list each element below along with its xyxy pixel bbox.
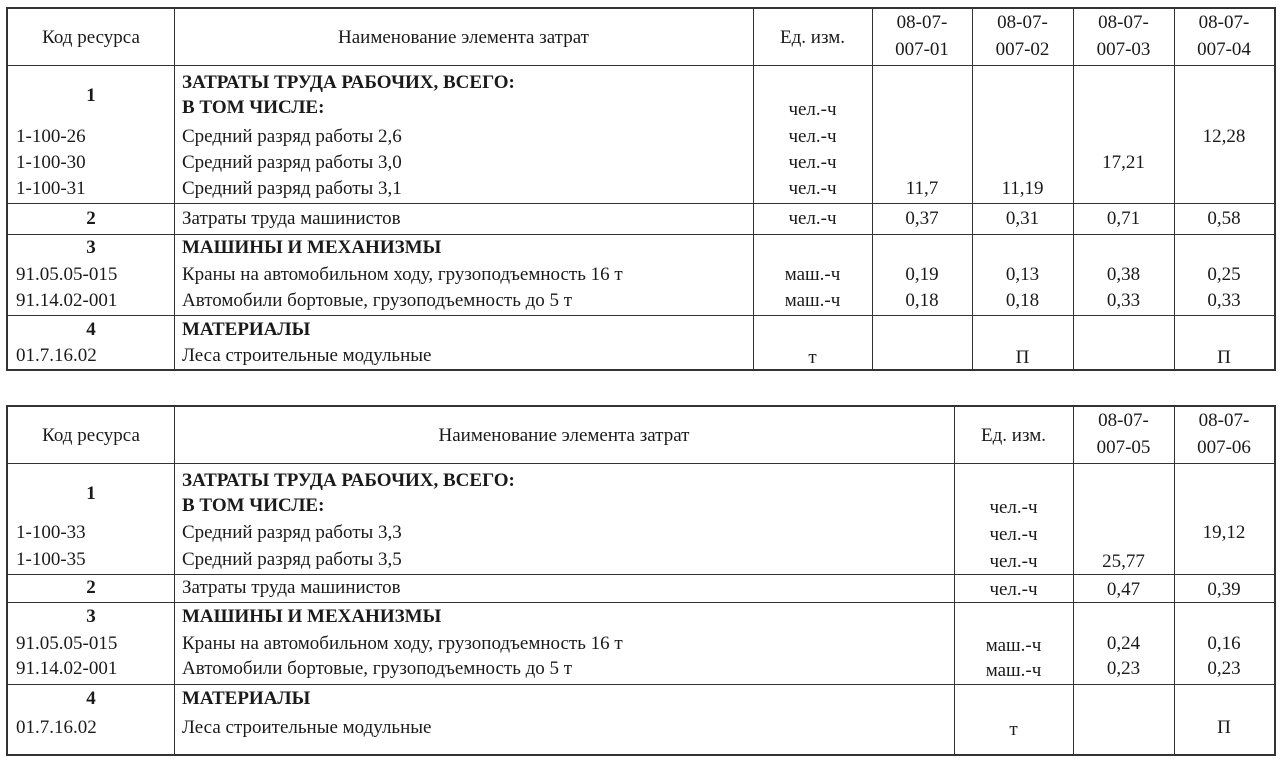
resource-code: 1-100-31 — [16, 178, 86, 199]
resource-name: Автомобили бортовые, грузоподъемность до 5 т — [182, 290, 573, 311]
value-cell: 0,47 — [1106, 579, 1141, 600]
unit-cell: чел.-ч — [788, 126, 837, 147]
header-col-5-line1: 08-07- — [1098, 410, 1149, 431]
section-number: 2 — [86, 577, 96, 598]
unit-cell: т — [808, 347, 817, 368]
unit-cell: чел.-ч — [989, 551, 1038, 572]
section-title: ЗАТРАТЫ ТРУДА РАБОЧИХ, ВСЕГО: — [182, 72, 515, 93]
value-cell: 0,24 — [1106, 633, 1141, 654]
header-col-1-line1: 08-07- — [896, 12, 948, 33]
row-divider — [8, 684, 1274, 685]
header-col-6-line2: 007-06 — [1197, 437, 1251, 458]
value-cell: П — [1217, 717, 1231, 738]
value-cell: 0,25 — [1207, 264, 1241, 285]
value-cell: 0,16 — [1207, 633, 1241, 654]
unit-cell: маш.-ч — [784, 264, 841, 285]
unit-cell: маш.-ч — [985, 660, 1042, 681]
resource-name: Средний разряд работы 3,3 — [182, 522, 402, 543]
value-cell: П — [1015, 347, 1030, 368]
resource-code: 91.14.02-001 — [16, 290, 118, 311]
unit-cell: чел.-ч — [989, 579, 1038, 600]
section-number: 2 — [86, 208, 96, 229]
unit-cell: чел.-ч — [788, 99, 837, 120]
header-unit: Ед. изм. — [780, 27, 845, 48]
value-cell: 0,18 — [1005, 290, 1040, 311]
section-title: МАТЕРИАЛЫ — [182, 688, 311, 709]
resource-table-2 — [6, 405, 1276, 756]
resource-name: Средний разряд работы 3,5 — [182, 549, 402, 570]
section-number: 3 — [86, 237, 96, 258]
value-cell: 0,58 — [1207, 208, 1241, 229]
resource-code: 91.05.05-015 — [16, 633, 118, 654]
row-divider — [8, 463, 1274, 464]
header-col-6-line1: 08-07- — [1198, 410, 1250, 431]
value-cell: 12,28 — [1202, 126, 1246, 147]
resource-code: 01.7.16.02 — [16, 345, 97, 366]
header-col-4-line1: 08-07- — [1198, 12, 1250, 33]
header-col-4-line2: 007-04 — [1197, 39, 1251, 60]
section-title: МАШИНЫ И МЕХАНИЗМЫ — [182, 237, 442, 258]
section-title: МАШИНЫ И МЕХАНИЗМЫ — [182, 606, 442, 627]
section-subtitle: В ТОМ ЧИСЛЕ: — [182, 495, 325, 516]
header-col-3-line2: 007-03 — [1096, 39, 1151, 60]
row-divider — [8, 65, 1274, 66]
resource-code: 1-100-35 — [16, 549, 86, 570]
value-cell: 0,23 — [1106, 658, 1141, 679]
section-title: МАТЕРИАЛЫ — [182, 319, 311, 340]
value-cell: 0,31 — [1005, 208, 1040, 229]
resource-name: Леса строительные модульные — [182, 345, 432, 366]
section-number: 4 — [86, 319, 96, 340]
header-col-5-line2: 007-05 — [1096, 437, 1151, 458]
value-cell: 0,18 — [905, 290, 939, 311]
resource-name: Леса строительные модульные — [182, 717, 432, 738]
resource-name: Затраты труда машинистов — [182, 208, 401, 229]
row-divider — [8, 203, 1274, 204]
header-name: Наименование элемента затрат — [338, 27, 589, 48]
resource-name: Средний разряд работы 2,6 — [182, 126, 402, 147]
unit-cell: чел.-ч — [788, 208, 837, 229]
resource-name: Затраты труда машинистов — [182, 577, 401, 598]
section-number: 1 — [86, 85, 96, 106]
value-cell: 11,7 — [905, 178, 939, 199]
resource-name: Краны на автомобильном ходу, грузоподъемность 16 т — [182, 264, 623, 285]
resource-name: Краны на автомобильном ходу, грузоподъемность 16 т — [182, 633, 623, 654]
value-cell: П — [1217, 347, 1231, 368]
section-number: 4 — [86, 688, 96, 709]
unit-cell: чел.-ч — [989, 524, 1038, 545]
resource-code: 1-100-30 — [16, 152, 86, 173]
resource-code: 91.05.05-015 — [16, 264, 118, 285]
unit-cell: чел.-ч — [788, 178, 837, 199]
section-number: 1 — [86, 483, 96, 504]
header-col-2-line2: 007-02 — [995, 39, 1050, 60]
header-unit: Ед. изм. — [981, 425, 1046, 446]
value-cell: 0,19 — [905, 264, 939, 285]
header-col-1-line2: 007-01 — [895, 39, 949, 60]
unit-cell: чел.-ч — [788, 152, 837, 173]
value-cell: 19,12 — [1202, 522, 1246, 543]
resource-code: 01.7.16.02 — [16, 717, 97, 738]
value-cell: 11,19 — [1001, 178, 1044, 199]
unit-cell: чел.-ч — [989, 497, 1038, 518]
value-cell: 25,77 — [1102, 551, 1145, 572]
col-divider — [174, 407, 175, 754]
value-cell: 17,21 — [1102, 152, 1145, 173]
header-col-3-line1: 08-07- — [1098, 12, 1149, 33]
value-cell: 0,23 — [1207, 658, 1241, 679]
row-divider — [8, 315, 1274, 316]
header-code: Код ресурса — [42, 27, 140, 48]
value-cell: 0,39 — [1207, 579, 1241, 600]
unit-cell: маш.-ч — [784, 290, 841, 311]
unit-cell: т — [1009, 719, 1018, 740]
value-cell: 0,33 — [1207, 290, 1241, 311]
header-name: Наименование элемента затрат — [438, 425, 690, 446]
value-cell: 0,71 — [1106, 208, 1141, 229]
unit-cell: маш.-ч — [985, 635, 1042, 656]
value-cell: 0,37 — [905, 208, 939, 229]
section-title: ЗАТРАТЫ ТРУДА РАБОЧИХ, ВСЕГО: — [182, 470, 515, 491]
resource-code: 1-100-33 — [16, 522, 86, 543]
value-cell: 0,33 — [1106, 290, 1141, 311]
resource-name: Автомобили бортовые, грузоподъемность до 5 т — [182, 658, 573, 679]
resource-table-1 — [6, 7, 1276, 371]
section-subtitle: В ТОМ ЧИСЛЕ: — [182, 97, 325, 118]
value-cell: 0,38 — [1106, 264, 1141, 285]
section-number: 3 — [86, 606, 96, 627]
resource-name: Средний разряд работы 3,1 — [182, 178, 402, 199]
resource-code: 91.14.02-001 — [16, 658, 118, 679]
value-cell: 0,13 — [1005, 264, 1040, 285]
header-col-2-line1: 08-07- — [997, 12, 1048, 33]
resource-name: Средний разряд работы 3,0 — [182, 152, 402, 173]
resource-code: 1-100-26 — [16, 126, 86, 147]
header-code: Код ресурса — [42, 425, 140, 446]
